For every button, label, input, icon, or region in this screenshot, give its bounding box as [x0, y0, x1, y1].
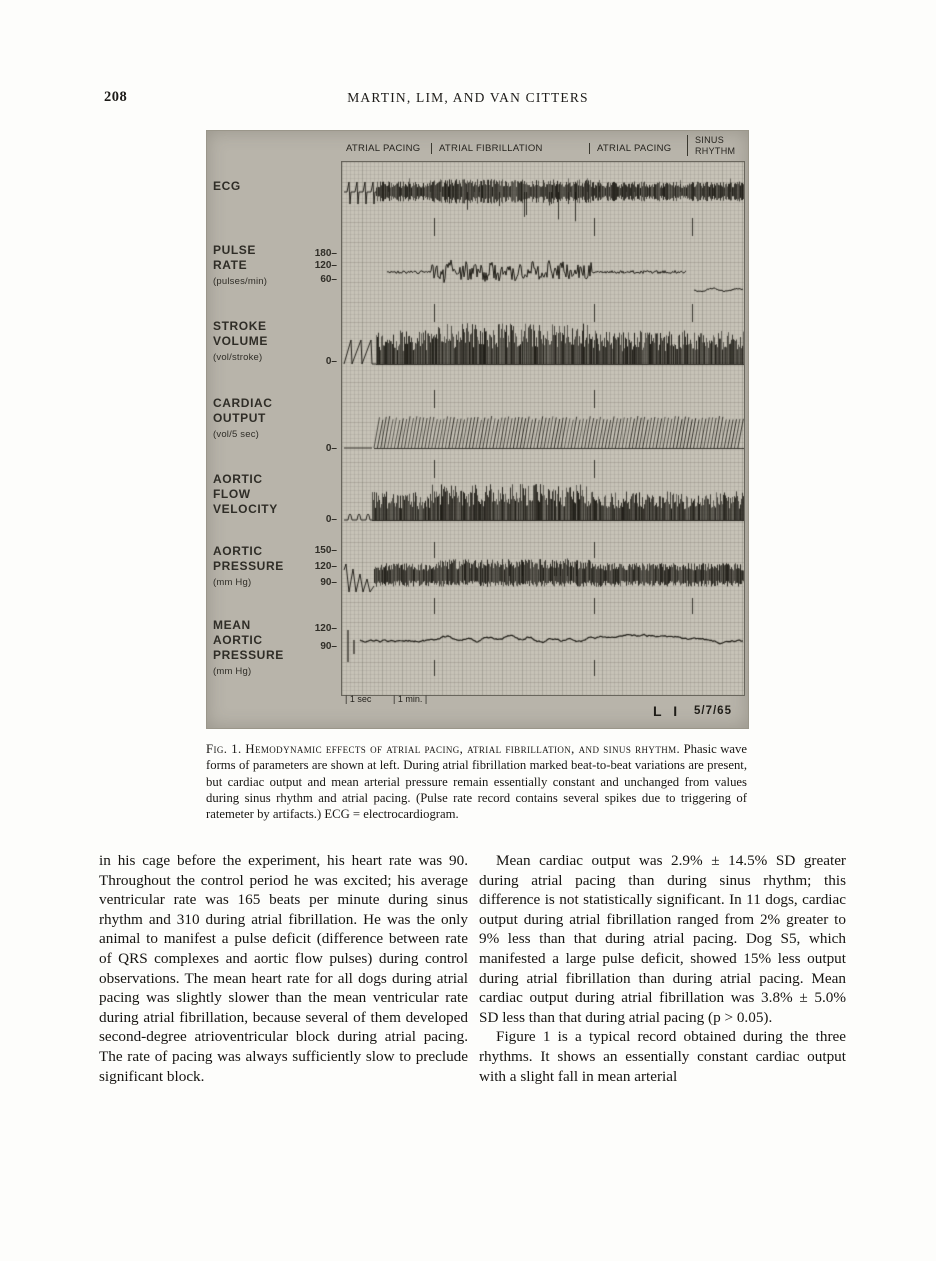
figure-caption — [206, 741, 747, 822]
channel-label-cardiac-output — [213, 396, 273, 441]
scale-pressure-120: 120– — [314, 561, 337, 572]
channel-line: FLOW — [213, 487, 251, 501]
body-column-left — [99, 851, 468, 1086]
channel-label-ecg — [213, 179, 241, 194]
channel-line: RATE — [213, 258, 248, 272]
page-number: 208 — [104, 89, 128, 105]
sinus-line-1: SINUS — [695, 135, 725, 145]
scale-pressure-150: 150– — [314, 545, 337, 556]
channel-line: PULSE — [213, 243, 257, 257]
figure-caption-body: Phasic wave forms of parameters are shown at left. During atrial fibrillation marked beat-to-beat variations are present, but cardiac output and mean arterial pressure remain essentially constant and unchanged from values during sinus rhythm and atrial pacing. (Pulse rate record contains several spikes due to triggering of ratemeter by artifacts.) ECG = electrocardiogram. — [206, 742, 747, 822]
figure-caption-heading: Fig. 1. Hemodynamic effects of atrial pacing, atrial fibrillation, and sinus rhythm. — [206, 742, 681, 756]
condition-label-sinus-rhythm — [687, 135, 735, 156]
channel-label-pulse-rate — [213, 243, 267, 288]
scale-flow-0: 0– — [325, 514, 337, 525]
scale-pressure-90: 90– — [320, 577, 337, 588]
channel-unit: (vol/stroke) — [213, 352, 263, 363]
time-scale-min: | 1 min. | — [393, 694, 428, 704]
channel-unit: (vol/5 sec) — [213, 429, 260, 440]
condition-label-atrial-pacing-2: ATRIAL PACING — [589, 143, 671, 154]
channel-line: PRESSURE — [213, 559, 284, 573]
channel-line: AORTIC — [213, 472, 263, 486]
channel-label-stroke-volume — [213, 319, 268, 364]
figure-panel — [206, 130, 749, 729]
running-head: MARTIN, LIM, AND VAN CITTERS — [347, 90, 589, 105]
paragraph: in his cage before the experiment, his heart rate was 90. Throughout the control period he was excited; his average ventricular rate was 165 beats per minute during sinus rhythm and 310 during atrial fibrillation. He was the only animal to manifest a pulse deficit (difference between rate of QRS complexes and aortic flow pulses) during control observations. The mean heart rate for all dogs during atrial pacing was slightly slower than the mean ventricular rate during atrial fibrillation, because several of them developed second-degree atrioventricular block during atrial pacing. The rate of pacing was always sufficiently slow to preclude significant block. — [99, 852, 468, 1085]
record-station-label: L I — [653, 703, 682, 719]
channel-line: AORTIC — [213, 633, 263, 647]
channel-unit: (mm Hg) — [213, 666, 252, 677]
body-column-right — [479, 851, 846, 1086]
scale-stroke-0: 0– — [325, 356, 337, 367]
channel-line: CARDIAC — [213, 396, 273, 410]
channel-label-aortic-flow-velocity — [213, 472, 278, 517]
channel-line: PRESSURE — [213, 648, 284, 662]
time-scale-sec: | 1 sec — [345, 694, 372, 704]
channel-line: MEAN — [213, 618, 251, 632]
channel-line: STROKE — [213, 319, 267, 333]
scale-mean-120: 120– — [314, 623, 337, 634]
record-date: 5/7/65 — [694, 705, 732, 717]
trace-canvas — [341, 161, 745, 696]
channel-line: VOLUME — [213, 334, 268, 348]
channel-line: ECG — [213, 179, 241, 193]
channel-unit: (pulses/min) — [213, 276, 268, 287]
scale-mean-90: 90– — [320, 641, 337, 652]
sinus-line-2: RHYTHM — [695, 145, 736, 156]
scale-cardiac-0: 0– — [325, 443, 337, 454]
condition-label-atrial-fibrillation: ATRIAL FIBRILLATION — [431, 143, 543, 154]
channel-line: VELOCITY — [213, 502, 278, 516]
scale-pulse-180: 180– — [314, 248, 337, 259]
channel-unit: (mm Hg) — [213, 577, 252, 588]
channel-line: AORTIC — [213, 544, 263, 558]
condition-label-atrial-pacing-1: ATRIAL PACING — [346, 143, 421, 154]
paragraph: Figure 1 is a typical record obtained during the three rhythms. It shows an essentially constant cardiac output with a slight fall in mean arterial — [479, 1028, 846, 1085]
channel-line: OUTPUT — [213, 411, 266, 425]
scale-pulse-120: 120– — [314, 260, 337, 271]
paragraph: Mean cardiac output was 2.9% ± 14.5% SD greater during atrial pacing than during sinus rhythm; this difference is not statistically significant. In 11 dogs, cardiac output during atrial fibrillation ranged from 2% greater to 9% less than that during atrial pacing. Dog S5, which manifested a large pulse deficit, showed 15% less output during atrial fibrillation than during atrial pacing. Mean cardiac output during atrial fibrillation was 3.8% ± 5.0% SD less than that during atrial pacing (p > 0.05). — [479, 852, 846, 1026]
scale-pulse-60: 60– — [320, 274, 337, 285]
